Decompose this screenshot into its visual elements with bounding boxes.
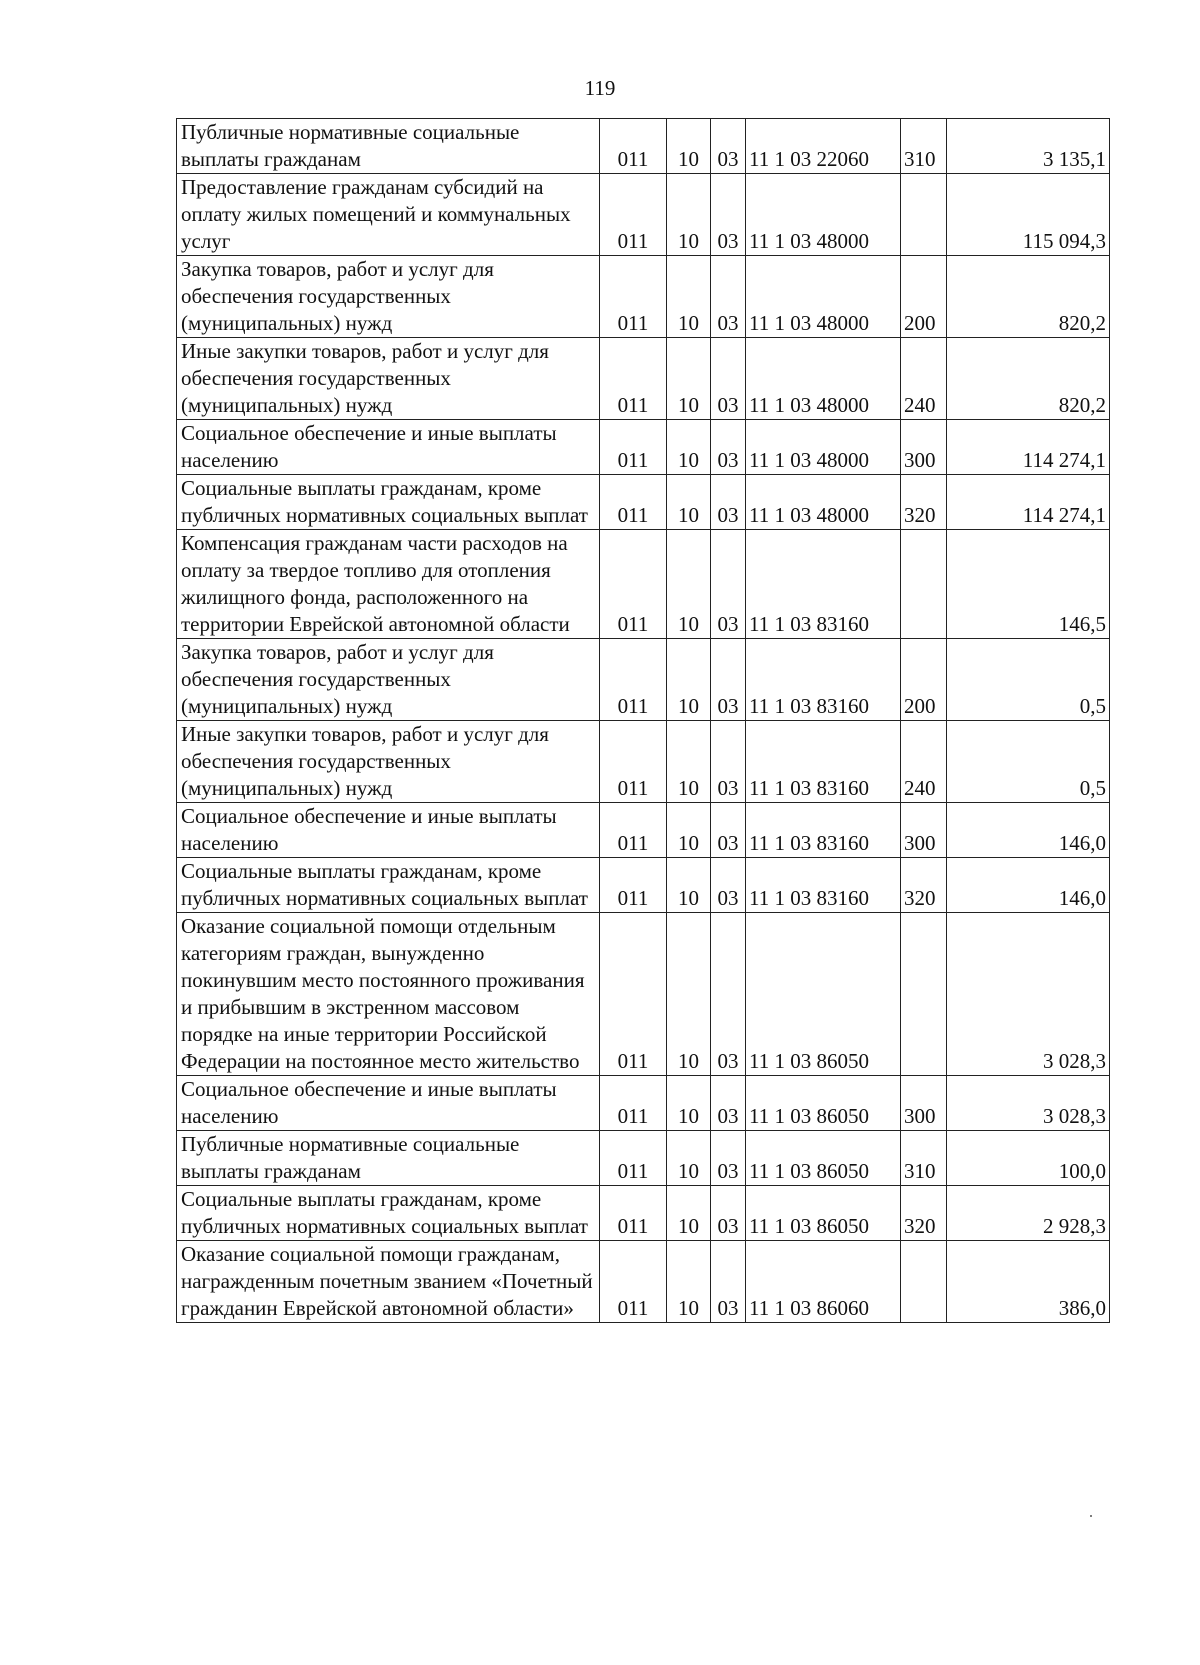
table-row <box>177 338 1110 420</box>
amount-cell: 386,0 <box>947 1241 1110 1323</box>
expense-name-cell: Оказание социальной помощи гражданам, награжденным почетным званием «Почетный гражданин Еврейской автономной области» <box>177 1241 600 1323</box>
subsection-code-cell: 03 <box>711 256 746 338</box>
section-code-cell: 10 <box>667 858 711 913</box>
target-item-code-cell: 11 1 03 86060 <box>746 1241 901 1323</box>
section-code-cell: 10 <box>667 475 711 530</box>
subsection-code-cell: 03 <box>711 721 746 803</box>
target-item-code-cell: 11 1 03 48000 <box>746 475 901 530</box>
section-code-cell: 10 <box>667 530 711 639</box>
target-item-code-cell: 11 1 03 83160 <box>746 803 901 858</box>
subsection-code-cell: 03 <box>711 1186 746 1241</box>
department-code-cell: 011 <box>600 1131 667 1186</box>
section-code-cell: 10 <box>667 1131 711 1186</box>
department-code-cell: 011 <box>600 420 667 475</box>
target-item-code-cell: 11 1 03 48000 <box>746 338 901 420</box>
section-code-cell: 10 <box>667 721 711 803</box>
target-item-code-cell: 11 1 03 86050 <box>746 1076 901 1131</box>
expense-type-code-cell: 200 <box>901 639 947 721</box>
subsection-code-cell: 03 <box>711 420 746 475</box>
target-item-code-cell: 11 1 03 86050 <box>746 913 901 1076</box>
expense-name-cell: Закупка товаров, работ и услуг для обеспечения государственных (муниципальных) нужд <box>177 256 600 338</box>
expense-name-cell: Компенсация гражданам части расходов на оплату за твердое топливо для отопления жилищного фонда, расположенного на территории Еврейской автономной области <box>177 530 600 639</box>
expense-name-cell: Оказание социальной помощи отдельным категориям граждан, вынужденно покинувшим место постоянного проживания и прибывшим в экстренном массовом порядке на иные территории Российской Федерации на постоянное место жительство <box>177 913 600 1076</box>
subsection-code-cell: 03 <box>711 1241 746 1323</box>
expense-type-code-cell: 300 <box>901 420 947 475</box>
expense-type-code-cell: 240 <box>901 338 947 420</box>
expense-type-code-cell: 240 <box>901 721 947 803</box>
expense-name-cell: Социальное обеспечение и иные выплаты населению <box>177 420 600 475</box>
target-item-code-cell: 11 1 03 48000 <box>746 174 901 256</box>
expense-name-cell: Социальные выплаты гражданам, кроме публичных нормативных социальных выплат <box>177 1186 600 1241</box>
amount-cell: 0,5 <box>947 721 1110 803</box>
target-item-code-cell: 11 1 03 22060 <box>746 119 901 174</box>
amount-cell: 3 135,1 <box>947 119 1110 174</box>
department-code-cell: 011 <box>600 913 667 1076</box>
page-number: 119 <box>584 76 616 100</box>
expense-type-code-cell <box>901 530 947 639</box>
table-row <box>177 639 1110 721</box>
target-item-code-cell: 11 1 03 83160 <box>746 639 901 721</box>
subsection-code-cell: 03 <box>711 174 746 256</box>
section-code-cell: 10 <box>667 338 711 420</box>
amount-cell: 146,0 <box>947 858 1110 913</box>
section-code-cell: 10 <box>667 913 711 1076</box>
subsection-code-cell: 03 <box>711 530 746 639</box>
table-row <box>177 913 1110 1076</box>
expense-name-cell: Закупка товаров, работ и услуг для обеспечения государственных (муниципальных) нужд <box>177 639 600 721</box>
expense-name-cell: Социальные выплаты гражданам, кроме публичных нормативных социальных выплат <box>177 858 600 913</box>
expense-name-cell: Социальные выплаты гражданам, кроме публичных нормативных социальных выплат <box>177 475 600 530</box>
target-item-code-cell: 11 1 03 48000 <box>746 256 901 338</box>
department-code-cell: 011 <box>600 530 667 639</box>
amount-cell: 0,5 <box>947 639 1110 721</box>
subsection-code-cell: 03 <box>711 639 746 721</box>
section-code-cell: 10 <box>667 1241 711 1323</box>
expense-name-cell: Публичные нормативные социальные выплаты гражданам <box>177 119 600 174</box>
amount-cell: 2 928,3 <box>947 1186 1110 1241</box>
amount-cell: 820,2 <box>947 256 1110 338</box>
expense-type-code-cell: 320 <box>901 475 947 530</box>
department-code-cell: 011 <box>600 1186 667 1241</box>
subsection-code-cell: 03 <box>711 338 746 420</box>
target-item-code-cell: 11 1 03 83160 <box>746 530 901 639</box>
table-row <box>177 174 1110 256</box>
budget-table-body <box>177 119 1110 1323</box>
table-row <box>177 858 1110 913</box>
department-code-cell: 011 <box>600 256 667 338</box>
amount-cell: 114 274,1 <box>947 475 1110 530</box>
amount-cell: 100,0 <box>947 1131 1110 1186</box>
table-row <box>177 1076 1110 1131</box>
expense-type-code-cell: 200 <box>901 256 947 338</box>
expense-type-code-cell: 320 <box>901 858 947 913</box>
table-row <box>177 1241 1110 1323</box>
subsection-code-cell: 03 <box>711 1131 746 1186</box>
table-row <box>177 1186 1110 1241</box>
department-code-cell: 011 <box>600 119 667 174</box>
department-code-cell: 011 <box>600 639 667 721</box>
subsection-code-cell: 03 <box>711 858 746 913</box>
subsection-code-cell: 03 <box>711 475 746 530</box>
expense-name-cell: Публичные нормативные социальные выплаты гражданам <box>177 1131 600 1186</box>
target-item-code-cell: 11 1 03 48000 <box>746 420 901 475</box>
target-item-code-cell: 11 1 03 86050 <box>746 1131 901 1186</box>
expense-name-cell: Социальное обеспечение и иные выплаты населению <box>177 803 600 858</box>
expense-type-code-cell: 320 <box>901 1186 947 1241</box>
department-code-cell: 011 <box>600 803 667 858</box>
department-code-cell: 011 <box>600 174 667 256</box>
table-row <box>177 721 1110 803</box>
department-code-cell: 011 <box>600 1241 667 1323</box>
section-code-cell: 10 <box>667 119 711 174</box>
amount-cell: 114 274,1 <box>947 420 1110 475</box>
target-item-code-cell: 11 1 03 83160 <box>746 858 901 913</box>
budget-table <box>176 118 1110 1323</box>
expense-type-code-cell: 310 <box>901 119 947 174</box>
target-item-code-cell: 11 1 03 83160 <box>746 721 901 803</box>
amount-cell: 3 028,3 <box>947 1076 1110 1131</box>
section-code-cell: 10 <box>667 1076 711 1131</box>
section-code-cell: 10 <box>667 420 711 475</box>
table-row <box>177 256 1110 338</box>
section-code-cell: 10 <box>667 639 711 721</box>
section-code-cell: 10 <box>667 803 711 858</box>
department-code-cell: 011 <box>600 858 667 913</box>
subsection-code-cell: 03 <box>711 913 746 1076</box>
expense-name-cell: Социальное обеспечение и иные выплаты населению <box>177 1076 600 1131</box>
subsection-code-cell: 03 <box>711 119 746 174</box>
scan-speck <box>1090 1515 1092 1517</box>
table-row <box>177 475 1110 530</box>
subsection-code-cell: 03 <box>711 1076 746 1131</box>
amount-cell: 820,2 <box>947 338 1110 420</box>
expense-name-cell: Предоставление гражданам субсидий на оплату жилых помещений и коммунальных услуг <box>177 174 600 256</box>
expense-type-code-cell <box>901 1241 947 1323</box>
amount-cell: 146,0 <box>947 803 1110 858</box>
expense-type-code-cell: 300 <box>901 803 947 858</box>
expense-type-code-cell: 300 <box>901 1076 947 1131</box>
department-code-cell: 011 <box>600 338 667 420</box>
amount-cell: 3 028,3 <box>947 913 1110 1076</box>
expense-type-code-cell: 310 <box>901 1131 947 1186</box>
section-code-cell: 10 <box>667 174 711 256</box>
section-code-cell: 10 <box>667 1186 711 1241</box>
amount-cell: 115 094,3 <box>947 174 1110 256</box>
section-code-cell: 10 <box>667 256 711 338</box>
table-row <box>177 1131 1110 1186</box>
department-code-cell: 011 <box>600 475 667 530</box>
department-code-cell: 011 <box>600 721 667 803</box>
table-row <box>177 530 1110 639</box>
expense-type-code-cell <box>901 913 947 1076</box>
expense-type-code-cell <box>901 174 947 256</box>
table-row <box>177 803 1110 858</box>
table-row <box>177 420 1110 475</box>
subsection-code-cell: 03 <box>711 803 746 858</box>
amount-cell: 146,5 <box>947 530 1110 639</box>
table-row <box>177 119 1110 174</box>
expense-name-cell: Иные закупки товаров, работ и услуг для обеспечения государственных (муниципальных) нужд <box>177 338 600 420</box>
department-code-cell: 011 <box>600 1076 667 1131</box>
target-item-code-cell: 11 1 03 86050 <box>746 1186 901 1241</box>
expense-name-cell: Иные закупки товаров, работ и услуг для обеспечения государственных (муниципальных) нужд <box>177 721 600 803</box>
